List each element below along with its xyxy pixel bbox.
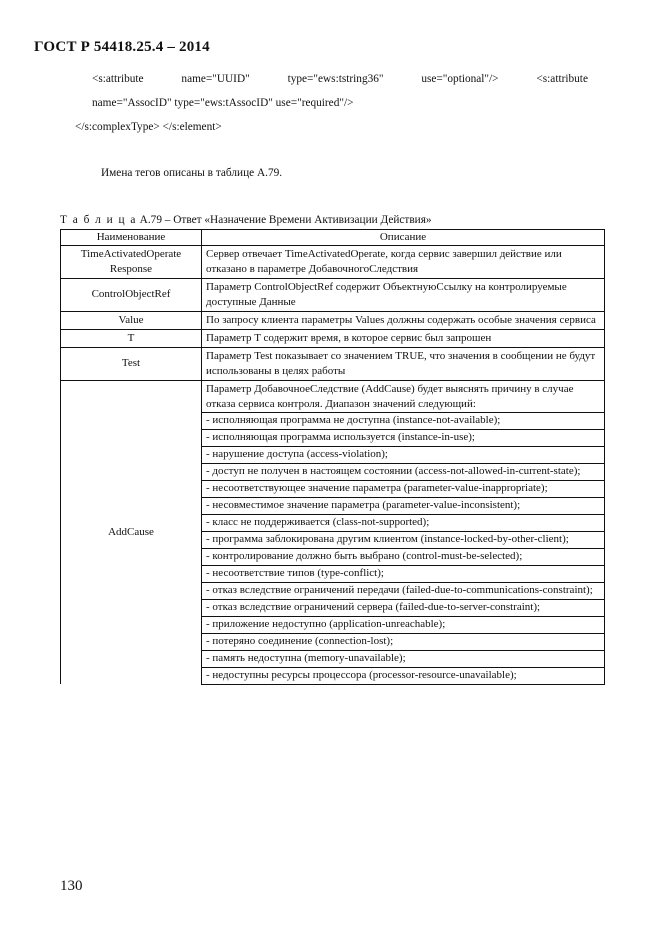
code-line-1 bbox=[92, 73, 588, 85]
table-row-addcause bbox=[61, 380, 605, 684]
table-row bbox=[61, 311, 605, 329]
row-name: AddCause bbox=[61, 380, 202, 684]
row-name: TimeActivatedOperate Response bbox=[61, 245, 202, 278]
table-row bbox=[61, 278, 605, 311]
addcause-description bbox=[202, 380, 605, 684]
code-token: name="UUID" bbox=[181, 73, 250, 85]
row-description: По запросу клиента параметры Values должны содержать особые значения сервиса bbox=[202, 311, 605, 329]
list-item: - память недоступна (memory-unavailable); bbox=[202, 650, 604, 667]
list-item: - приложение недоступно (application-unreachable); bbox=[202, 616, 604, 633]
table-header-row bbox=[61, 230, 605, 246]
code-line-3: </s:complexType> </s:element> bbox=[75, 121, 222, 133]
list-item: - контролирование должно быть выбрано (control-must-be-selected); bbox=[202, 548, 604, 565]
list-item: - исполняющая программа используется (instance-in-use); bbox=[202, 429, 604, 446]
code-token: <s:attribute bbox=[92, 73, 144, 85]
list-item: - недоступны ресурсы процессора (processor-resource-unavailable); bbox=[202, 667, 604, 684]
table-row bbox=[61, 347, 605, 380]
list-item: - потеряно соединение (connection-lost); bbox=[202, 633, 604, 650]
header-name: Наименование bbox=[61, 230, 202, 246]
document-header: ГОСТ Р 54418.25.4 – 2014 bbox=[34, 39, 210, 55]
row-description: Сервер отвечает TimeActivatedOperate, когда сервис завершил действие или отказано в параметре ДобавочногоСледствия bbox=[202, 245, 605, 278]
caption-label: Т а б л и ц а bbox=[60, 214, 137, 226]
list-item: - отказ вследствие ограничений сервера (failed-due-to-server-constraint); bbox=[202, 599, 604, 616]
code-line-2: name="AssocID" type="ews:tAssocID" use="required"/> bbox=[92, 97, 354, 109]
row-name: T bbox=[61, 329, 202, 347]
list-item: - программа заблокирована другим клиентом (instance-locked-by-other-client); bbox=[202, 531, 604, 548]
list-item: - доступ не получен в настоящем состоянии (access-not-allowed-in-current-state); bbox=[202, 463, 604, 480]
intro-text: Имена тегов описаны в таблице А.79. bbox=[101, 167, 283, 179]
row-name: ControlObjectRef bbox=[61, 278, 202, 311]
tag-table bbox=[60, 229, 605, 685]
page-number: 130 bbox=[60, 878, 83, 894]
list-item: - отказ вследствие ограничений передачи (failed-due-to-communications-constraint); bbox=[202, 582, 604, 599]
addcause-intro: Параметр ДобавочноеСледствие (AddCause) будет выяснять причину в случае отказа сервиса контроля. Диапазон значений следующий: bbox=[206, 382, 574, 410]
table-caption bbox=[60, 214, 432, 226]
table-row bbox=[61, 245, 605, 278]
list-item: - исполняющая программа не доступна (instance-not-available); bbox=[202, 412, 604, 429]
code-token: type="ews:tstring36" bbox=[287, 73, 384, 85]
header-description: Описание bbox=[202, 230, 605, 246]
row-name: Value bbox=[61, 311, 202, 329]
list-item: - несовместимое значение параметра (parameter-value-inconsistent); bbox=[202, 497, 604, 514]
list-item: - нарушение доступа (access-violation); bbox=[202, 446, 604, 463]
row-description: Параметр T содержит время, в которое сервис был запрошен bbox=[202, 329, 605, 347]
table-row bbox=[61, 329, 605, 347]
row-name: Test bbox=[61, 347, 202, 380]
row-description: Параметр ControlObjectRef содержит ОбъектнуюСсылку на контролируемые доступные Данные bbox=[202, 278, 605, 311]
code-token: use="optional"/> bbox=[421, 73, 499, 85]
row-description: Параметр Test показывает со значением TRUE, что значения в сообщении не будут использованы в целях работы bbox=[202, 347, 605, 380]
code-token: <s:attribute bbox=[536, 73, 588, 85]
list-item: - класс не поддерживается (class-not-supported); bbox=[202, 514, 604, 531]
list-item: - несоответствующее значение параметра (parameter-value-inappropriate); bbox=[202, 480, 604, 497]
list-item: - несоответствие типов (type-conflict); bbox=[202, 565, 604, 582]
caption-text: А.79 – Ответ «Назначение Времени Активизации Действия» bbox=[136, 214, 432, 226]
